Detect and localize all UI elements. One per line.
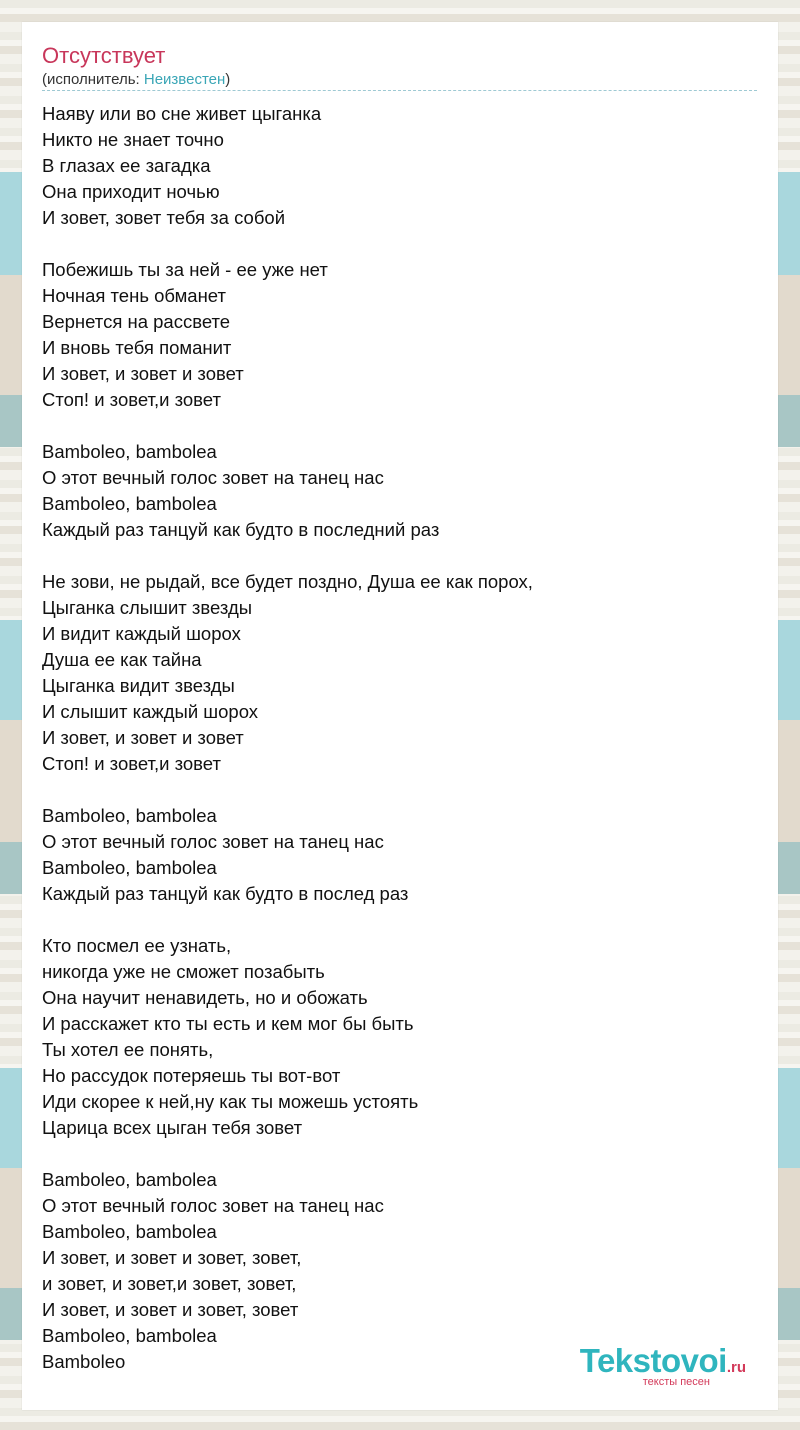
lyric-line: и зовет, и зовет,и зовет, зовет, xyxy=(42,1273,297,1294)
lyric-line: Bamboleo, bambolea xyxy=(42,493,217,514)
lyric-line: Bamboleo, bambolea xyxy=(42,1169,217,1190)
lyric-line: О этот вечный голос зовет на танец нас xyxy=(42,1195,384,1216)
lyric-line: И видит каждый шорох xyxy=(42,623,241,644)
lyric-line: Bamboleo, bambolea xyxy=(42,805,217,826)
lyric-line: Bamboleo, bambolea xyxy=(42,857,217,878)
lyric-line: Каждый раз танцуй как будто в последний раз xyxy=(42,519,440,540)
lyric-line: Она приходит ночью xyxy=(42,181,220,202)
lyric-line: никогда уже не сможет позабыть xyxy=(42,961,325,982)
byline-prefix: (исполнитель: xyxy=(42,71,144,88)
site-logo[interactable] xyxy=(580,1344,746,1388)
lyric-line: Цыганка видит звезды xyxy=(42,675,235,696)
lyric-line xyxy=(42,543,758,569)
lyric-line: Иди скорее к ней,ну как ты можешь устоять xyxy=(42,1091,419,1112)
lyric-line: И зовет, и зовет и зовет xyxy=(42,727,244,748)
lyrics-body xyxy=(42,101,758,1375)
lyric-line: Ночная тень обманет xyxy=(42,285,226,306)
lyric-line: Никто не знает точно xyxy=(42,129,224,150)
lyric-line: О этот вечный голос зовет на танец нас xyxy=(42,831,384,852)
lyric-line: О этот вечный голос зовет на танец нас xyxy=(42,467,384,488)
lyric-line: Bamboleo, bambolea xyxy=(42,441,217,462)
lyric-line xyxy=(42,413,758,439)
song-title: Отсутствует xyxy=(42,43,166,68)
lyric-line: Вернется на рассвете xyxy=(42,311,231,332)
lyric-line: Наяву или во сне живет цыганка xyxy=(42,103,322,124)
lyric-line: Побежишь ты за ней - ее уже нет xyxy=(42,259,328,280)
lyric-line xyxy=(42,1141,758,1167)
lyric-line: Стоп! и зовет,и зовет xyxy=(42,389,221,410)
lyric-line: И зовет, зовет тебя за собой xyxy=(42,207,286,228)
lyric-line: В глазах ее загадка xyxy=(42,155,211,176)
lyric-line: Она научит ненавидеть, но и обожать xyxy=(42,987,368,1008)
lyric-line: Каждый раз танцуй как будто в послед раз xyxy=(42,883,409,904)
song-byline xyxy=(42,70,757,91)
lyric-line: Но рассудок потеряешь ты вот-вот xyxy=(42,1065,341,1086)
lyric-line: И слышит каждый шорох xyxy=(42,701,259,722)
artist-link[interactable]: Неизвестен xyxy=(143,71,226,88)
lyric-line xyxy=(42,907,758,933)
lyric-line: И расскажет кто ты есть и кем мог бы быть xyxy=(42,1013,414,1034)
lyrics-card xyxy=(22,22,778,1410)
byline-suffix: ) xyxy=(225,71,231,88)
lyric-line: И зовет, и зовет и зовет, зовет, xyxy=(42,1247,302,1268)
lyric-line: И зовет, и зовет и зовет, зовет xyxy=(42,1299,299,1320)
lyric-line: Царица всех цыган тебя зовет xyxy=(42,1117,303,1138)
lyric-line: И зовет, и зовет и зовет xyxy=(42,363,244,384)
lyric-line: Душа ее как тайна xyxy=(42,649,202,670)
lyric-line: Не зови, не рыдай, все будет поздно, Душа ее как порох, xyxy=(42,571,533,592)
logo-tagline: тексты песен xyxy=(642,1376,710,1388)
logo-name: Tekstovoi xyxy=(579,1342,727,1379)
lyric-line: Кто посмел ее узнать, xyxy=(42,935,232,956)
lyric-line: Bamboleo, bambolea xyxy=(42,1221,217,1242)
lyric-line: И вновь тебя поманит xyxy=(42,337,232,358)
lyric-line: Bamboleo, bambolea xyxy=(42,1325,217,1346)
lyric-line xyxy=(42,777,758,803)
lyric-line: Ты хотел ее понять, xyxy=(42,1039,214,1060)
lyric-line xyxy=(42,231,758,257)
lyric-line: Bamboleo xyxy=(42,1351,126,1372)
lyric-line: Цыганка слышит звезды xyxy=(42,597,253,618)
lyric-line: Стоп! и зовет,и зовет xyxy=(42,753,221,774)
logo-tld: .ru xyxy=(726,1359,746,1376)
